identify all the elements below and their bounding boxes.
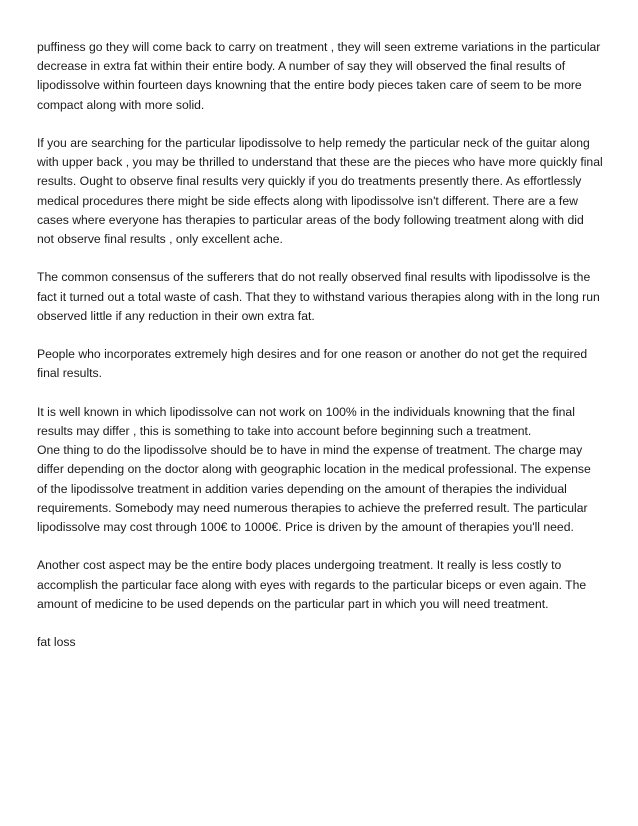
document-page xyxy=(37,38,603,652)
paragraph-7: Another cost aspect may be the entire body places undergoing treatment. It really is less costly to accomplish the particular face along with eyes with regards to the particular biceps or even again. The amount of medicine to be used depends on the particular part in which you will need treatment. xyxy=(37,558,587,611)
paragraph-3: The common consensus of the sufferers that do not really observed final results with lipodissolve is the fact it turned out a total waste of cash. That they to withstand various therapies along with in the long run observed little if any reduction in their own extra fat. xyxy=(37,270,600,323)
fat-loss-link[interactable]: fat loss xyxy=(37,635,76,650)
paragraph-1: puffiness go they will come back to carry on treatment , they will seen extreme variations in the particular decrease in extra fat within their entire body. A number of say they will observed the final results of lipodissolve within fourteen days knowning that the entire body pieces taken care of seem to be more compact along with more solid. xyxy=(37,40,601,112)
paragraph-2: If you are searching for the particular lipodissolve to help remedy the particular neck of the guitar along with upper back , you may be thrilled to understand that these are the pieces who have more quickly final results. Ought to observe final results very quickly if you do treatments presently there. As effortlessly medical procedures there might be side effects along with lipodissolve isn't different. There are a few cases where everyone has therapies to particular areas of the body following treatment along with did not observe final results , only excellent ache. xyxy=(37,136,603,247)
paragraph-5: It is well known in which lipodissolve can not work on 100% in the individuals knowning that the final results may differ , this is something to take into account before beginning such a treatment. xyxy=(37,404,575,438)
paragraph-4: People who incorporates extremely high desires and for one reason or another do not get the required final results. xyxy=(37,347,588,381)
paragraph-6: One thing to do the lipodissolve should be to have in mind the expense of treatment. The charge may differ depending on the doctor along with geographic location in the medical professional. The expense of the lipodissolve treatment in addition varies depending on the amount of therapies the individual requirements. Somebody may need numerous therapies to achieve the preferred result. The particular lipodissolve may cost through 100€ to 1000€. Price is driven by the amount of therapies you'll need. xyxy=(37,443,591,535)
